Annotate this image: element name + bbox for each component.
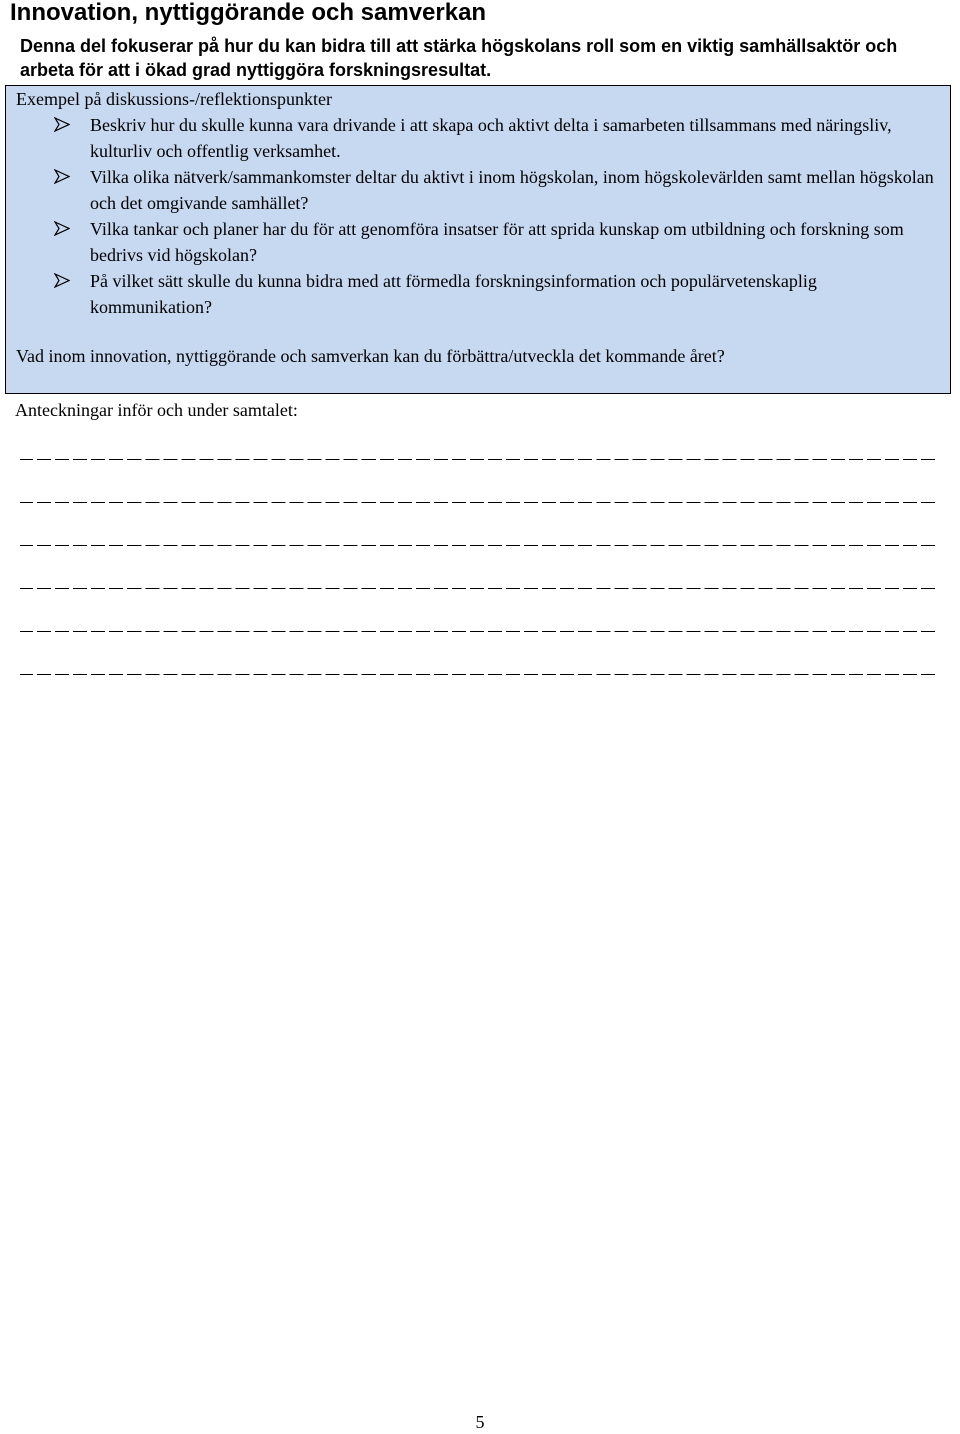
page-title: Innovation, nyttiggörande och samverkan xyxy=(10,0,487,26)
arrowhead-bullet-icon xyxy=(54,221,70,236)
discussion-point-text: Vilka olika nätverk/sammankomster deltar du aktivt i inom högskolan, inom högskolevärlden samt mellan högskolan och det omgivande samhället? xyxy=(90,167,934,213)
discussion-point-text: På vilket sätt skulle du kunna bidra med att förmedla forskningsinformation och populärvetenskaplig kommunikation? xyxy=(90,271,817,317)
notes-line[interactable] xyxy=(20,459,938,460)
arrowhead-bullet-icon xyxy=(54,117,70,132)
arrowhead-bullet-icon xyxy=(54,169,70,184)
discussion-heading: Exempel på diskussions-/reflektionspunkter xyxy=(16,89,332,109)
notes-line[interactable] xyxy=(20,502,938,503)
discussion-point xyxy=(6,112,946,164)
notes-line[interactable] xyxy=(20,588,938,589)
notes-line[interactable] xyxy=(20,545,938,546)
discussion-list xyxy=(6,112,946,320)
discussion-point xyxy=(6,268,946,320)
arrowhead-bullet-icon xyxy=(54,273,70,288)
notes-line[interactable] xyxy=(20,674,938,675)
discussion-points-box xyxy=(5,85,951,394)
notes-label: Anteckningar inför och under samtalet: xyxy=(15,400,298,420)
improvement-question: Vad inom innovation, nyttiggörande och samverkan kan du förbättra/utveckla det kommande året? xyxy=(16,346,725,366)
page-number: 5 xyxy=(475,1412,485,1432)
discussion-point xyxy=(6,164,946,216)
intro-text: Denna del fokuserar på hur du kan bidra till att stärka högskolans roll som en viktig samhällsaktör och arbeta för att i ökad grad nyttiggöra forskningsresultat. xyxy=(20,36,898,80)
discussion-point-text: Vilka tankar och planer har du för att genomföra insatser för att sprida kunskap om utbildning och forskning som bedrivs vid högskolan? xyxy=(90,219,904,265)
notes-line[interactable] xyxy=(20,631,938,632)
discussion-point xyxy=(6,216,946,268)
discussion-point-text: Beskriv hur du skulle kunna vara drivande i att skapa och aktivt delta i samarbeten tillsammans med näringsliv, kulturliv och offentlig verksamhet. xyxy=(90,115,892,161)
